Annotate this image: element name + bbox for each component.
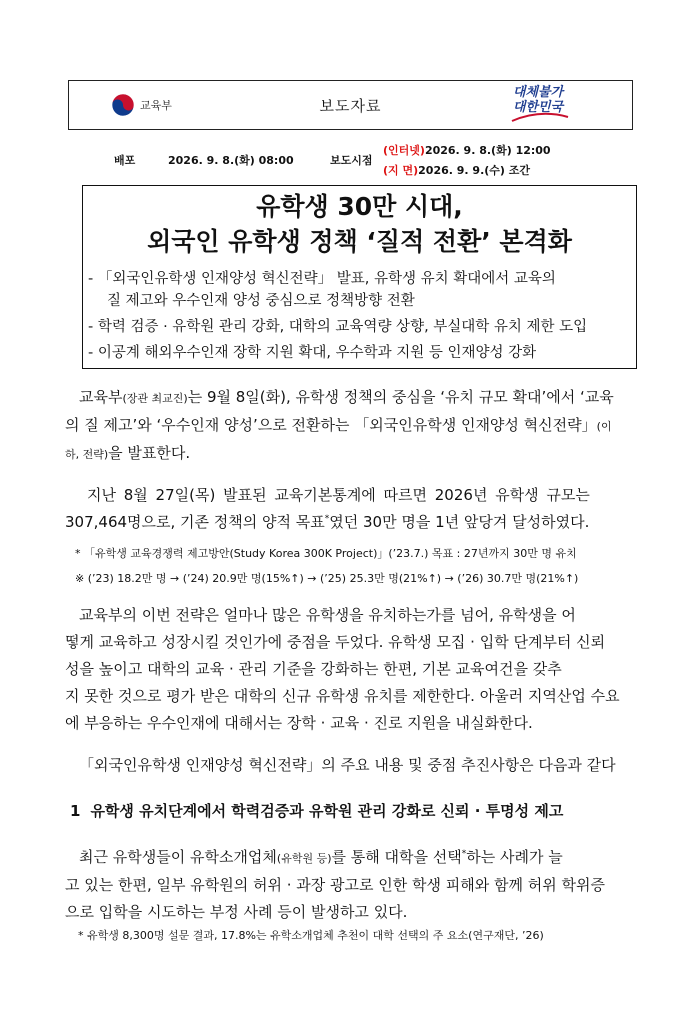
text-span: 를 통해 대학을 선택 [331, 848, 462, 866]
footnote-1: * 「유학생 교육경쟁력 제고방안(Study Korea 300K Project)」(’23.7.) 목표 : 27년까지 30만 명 유치 [75, 547, 577, 560]
paper-tag: (지 면) [383, 164, 419, 177]
text-span: 는 9월 8일(화), 유학생 정책의 중심을 ‘유치 규모 확대’에서 ‘교육 [187, 388, 614, 406]
embargo-paper [383, 162, 530, 178]
paragraph-line: 교육부의 이번 전략은 얼마나 많은 유학생을 유치하는가를 넘어, 유학생을 어 [79, 606, 576, 624]
paragraph-4 [65, 752, 640, 779]
summary-item-2: - 학력 검증 · 유학원 관리 강화, 대학의 교육역량 상향, 부실대학 유치 제한 도입 [88, 319, 588, 335]
paper-date: 2026. 9. 9.(수) 조간 [418, 164, 531, 177]
text-span: 하, 전략) [65, 448, 109, 461]
text-span: 하는 사례가 늘 [466, 848, 563, 866]
headline-box [82, 185, 637, 369]
embargo-internet [383, 142, 551, 158]
footnote-marker: * [324, 514, 330, 524]
footnote-3: * 유학생 8,300명 설문 결과, 17.8%는 유학소개업체 추천이 대학 선택의 주 요소(연구재단, ’26) [78, 929, 544, 942]
ministry-name: 교육부 [140, 99, 172, 112]
paragraph-5 [65, 844, 640, 926]
internet-tag: (인터넷) [383, 144, 425, 157]
text-span: (이 [596, 420, 612, 433]
release-date: 2026. 9. 8.(화) 08:00 [168, 154, 294, 167]
summary-item-1: - 「외국인유학생 인재양성 혁신전략」 발표, 유학생 유치 확대에서 교육의 [88, 271, 556, 287]
text-span: 의 질 제고’와 ‘우수인재 양성’으로 전환하는 「외국인유학생 인재양성 혁신전략」 [65, 416, 597, 434]
text-span: 였던 30만 명을 1년 앞당겨 달성하였다. [329, 513, 590, 531]
paragraph-line: 에 부응하는 우수인재에 대해서는 장학 · 교육 · 진로 지원을 내실화한다. [65, 714, 533, 732]
paragraph-line: 「외국인유학생 인재양성 혁신전략」의 주요 내용 및 중점 추진사항은 다음과 같다 [79, 756, 616, 774]
footnote-marker: * [461, 849, 467, 859]
text-span: 307,464명으로, 기존 정책의 양적 목표 [65, 513, 325, 531]
paragraph-3 [65, 602, 640, 737]
paragraph-line: 고 있는 한편, 일부 유학원의 허위 · 과장 광고로 인한 학생 피해와 함께 허위 학위증 [65, 876, 605, 894]
text-span: (유학원 등) [276, 852, 332, 865]
slogan-swoosh-icon [510, 111, 570, 123]
paragraph-2 [65, 482, 640, 536]
footnote-2: ※ (’23) 18.2만 명 → (’24) 20.9만 명(15%↑) → (’25) 25.3만 명(21%↑) → (’26) 30.7만 명(21%↑) [75, 572, 579, 585]
slogan-logo [502, 85, 574, 125]
text-span: (장관 최교진) [122, 392, 188, 405]
doc-type-title: 보도자료 [319, 97, 382, 115]
slogan-line-1: 대체불가 [512, 85, 564, 100]
paragraph-line: 성을 높이고 대학의 교육 · 관리 기준을 강화하는 한편, 기본 교육여건을 갖추 [65, 660, 562, 678]
paragraph-line: 지난 8월 27일(목) 발표된 교육기본통계에 따르면 2026년 유학생 규모는 [87, 486, 590, 504]
headline-line-2: 외국인 유학생 정책 ‘질적 전환’ 본격화 [147, 227, 572, 256]
paragraph-line [65, 440, 640, 468]
section-title: 유학생 유치단계에서 학력검증과 유학원 관리 강화로 신뢰 · 투명성 제고 [90, 802, 564, 820]
paragraph-line [65, 384, 640, 412]
paragraph-line: 으로 입학을 시도하는 부정 사례 등이 발생하고 있다. [65, 903, 408, 921]
paragraph-line [65, 412, 640, 440]
summary-item-3: - 이공계 해외우수인재 장학 지원 확대, 우수학과 지원 등 인재양성 강화 [88, 345, 537, 361]
section-number: 1 [70, 802, 81, 820]
summary-item-1-cont: 질 제고와 우수인재 양성 중심으로 정책방향 전환 [107, 293, 415, 309]
paragraph-1 [65, 384, 640, 468]
paragraph-line [65, 844, 640, 872]
text-span: 교육부 [79, 388, 123, 406]
embargo-label: 보도시점 [330, 154, 373, 167]
text-span: 을 발표한다. [108, 444, 191, 462]
internet-date: 2026. 9. 8.(화) 12:00 [424, 144, 551, 157]
headline-line-1: 유학생 30만 시대, [256, 192, 463, 221]
press-release-header [68, 80, 633, 130]
section-1-heading [70, 800, 563, 821]
paragraph-line [65, 509, 640, 536]
text-span: 최근 유학생들이 유학소개업체 [79, 848, 277, 866]
paragraph-line: 떻게 교육하고 성장시킬 것인가에 중점을 두었다. 유학생 모집 · 입학 단계부터 신뢰 [65, 633, 606, 651]
slogan-line-2: 대한민국 [512, 100, 564, 115]
release-label: 배포 [114, 154, 136, 167]
paragraph-line: 지 못한 것으로 평가 받은 대학의 신규 유학생 유치를 제한한다. 아울러 지역산업 수요 [65, 687, 620, 705]
